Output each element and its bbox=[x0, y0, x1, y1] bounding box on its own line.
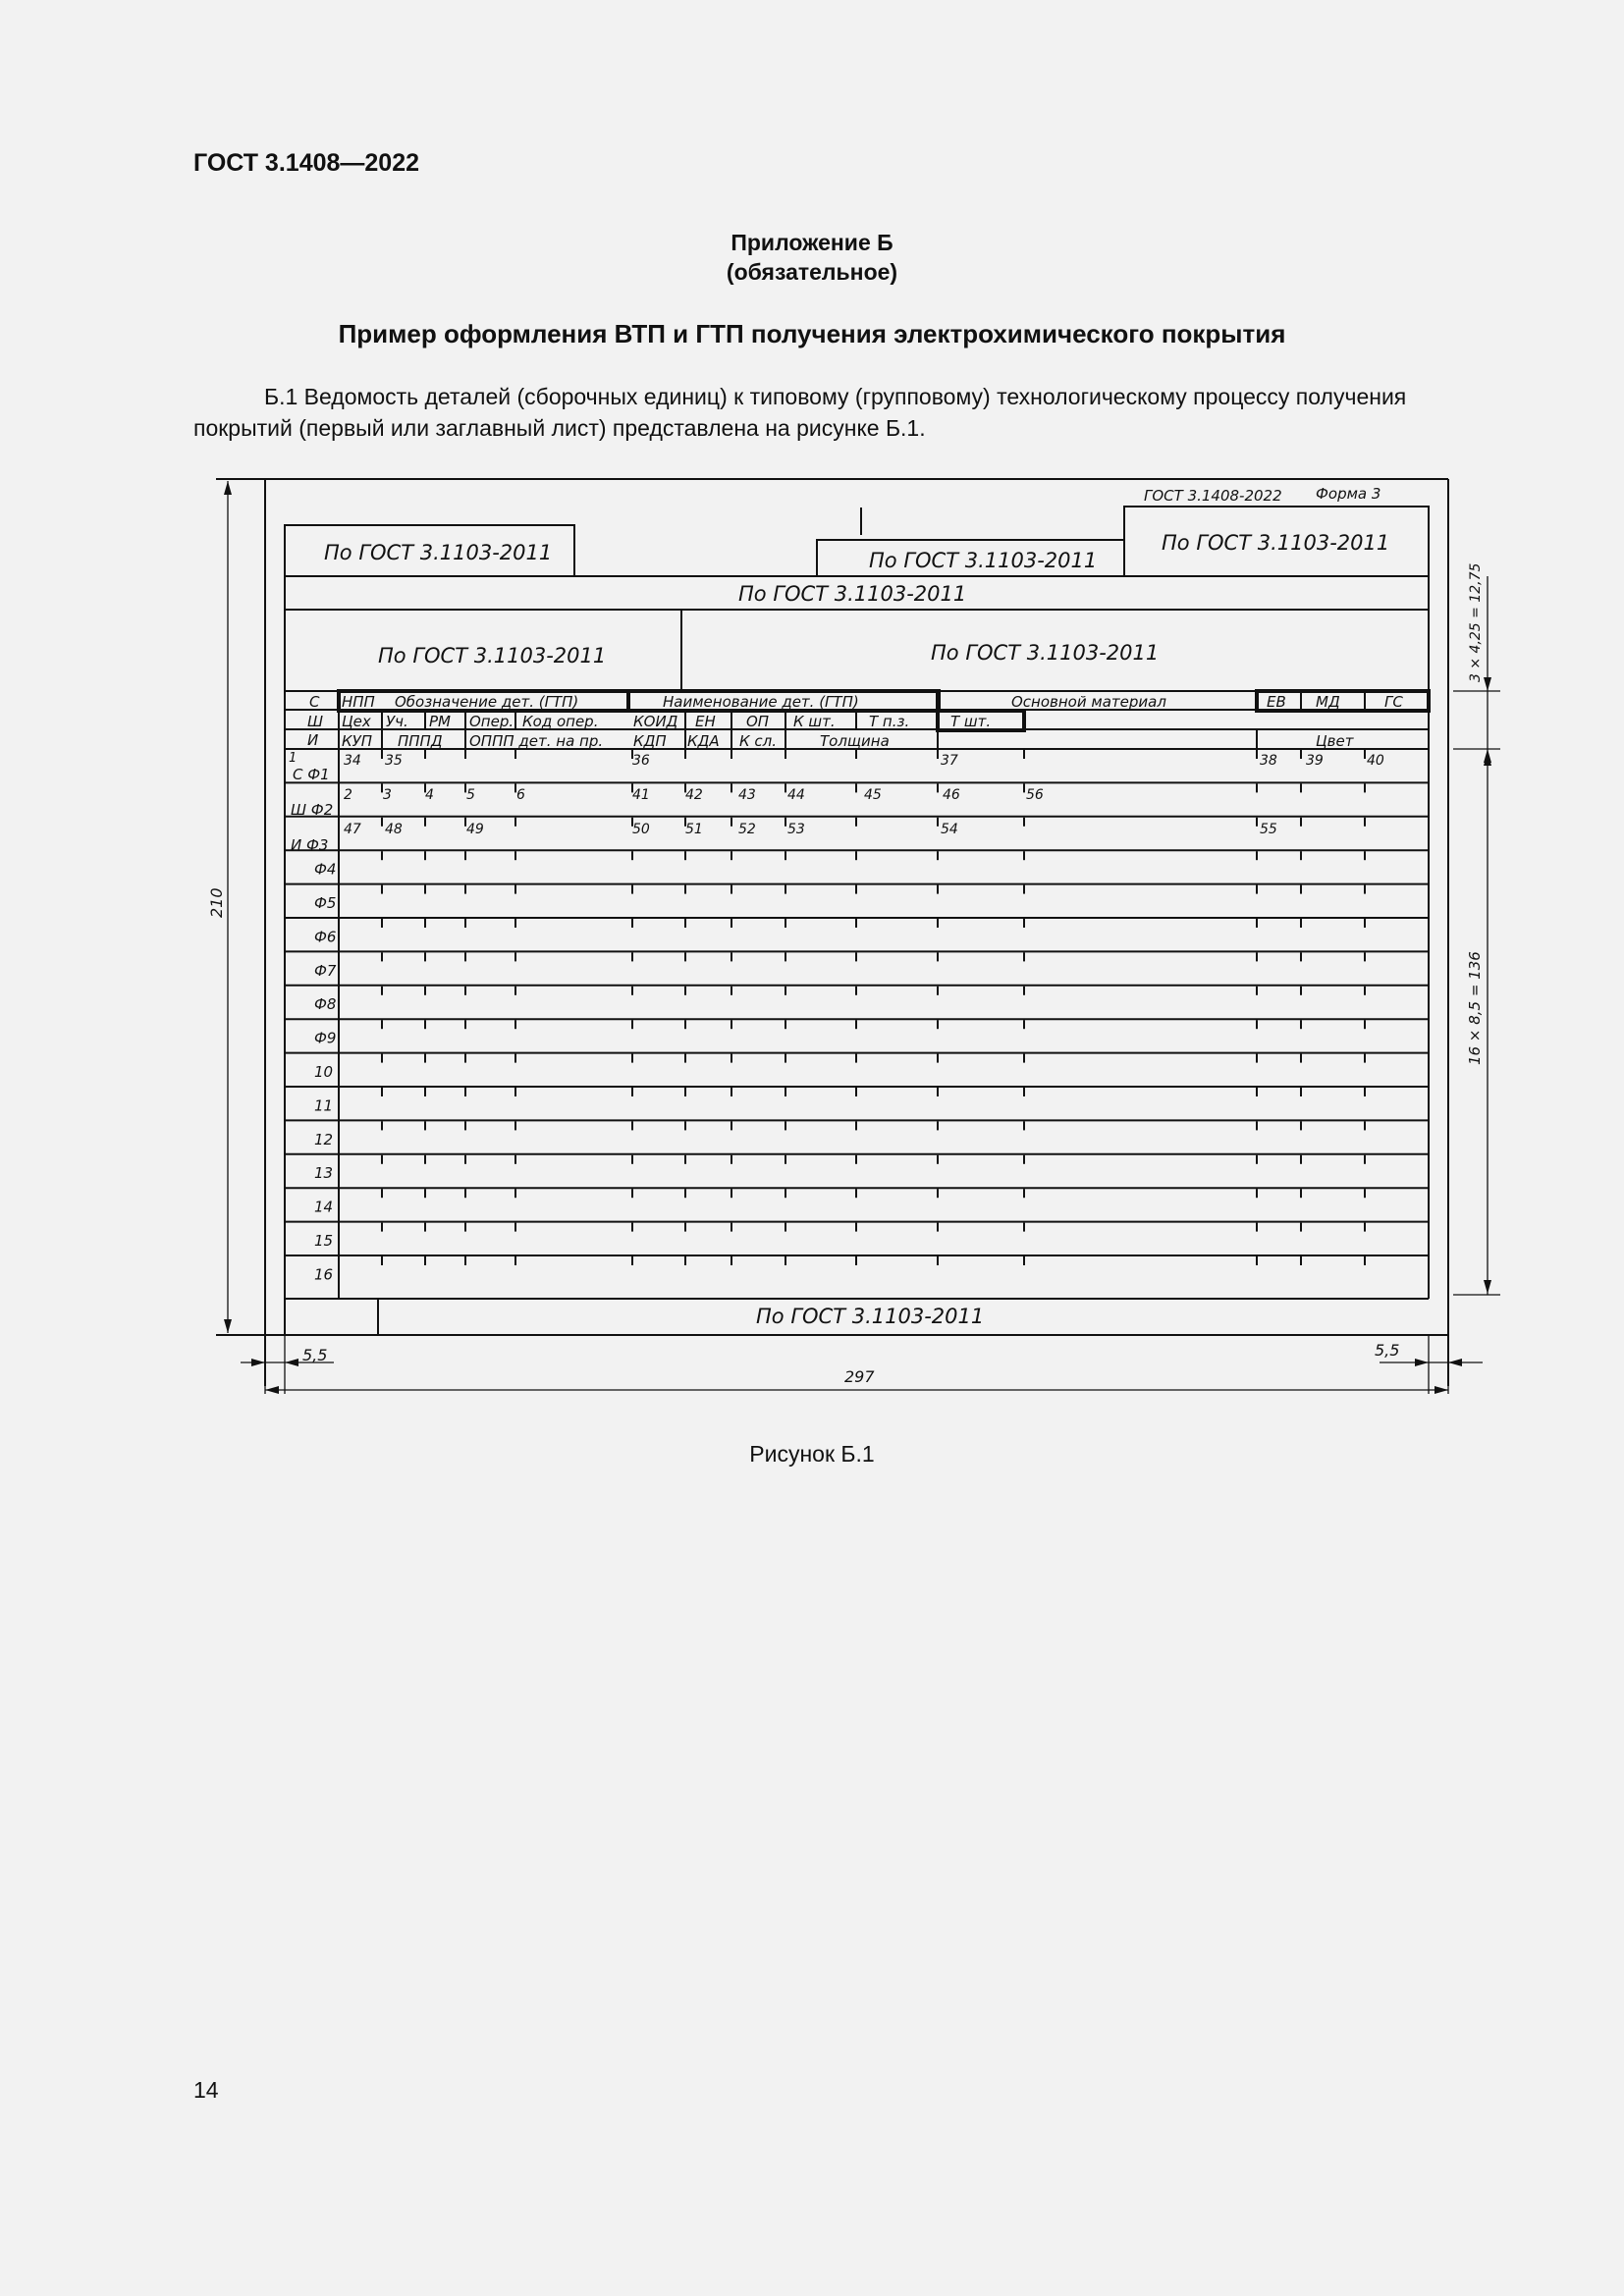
field-code: 47 bbox=[344, 822, 361, 837]
row-marker-a2: Ш bbox=[307, 713, 324, 730]
field-code: 37 bbox=[941, 753, 958, 769]
header-row2-cell: К шт. bbox=[793, 713, 836, 730]
header-row3-cell: К сл. bbox=[739, 732, 778, 750]
dim-margin-left-label: 5,5 bbox=[302, 1346, 328, 1364]
figure-caption: Рисунок Б.1 bbox=[749, 1441, 875, 1467]
header-row3-cell: Толщина bbox=[820, 732, 890, 750]
field-code: 5 bbox=[466, 787, 475, 803]
dimension-lines bbox=[224, 481, 1500, 1394]
row-label: Ф4 bbox=[314, 860, 337, 879]
field-code: 42 bbox=[685, 787, 703, 803]
header-row2-cell: КОИД bbox=[633, 713, 678, 730]
row-label: Ф9 bbox=[314, 1029, 337, 1047]
header-row3-cell: ПППД bbox=[398, 732, 443, 750]
row-marker-1-top: 1 bbox=[289, 751, 298, 766]
row-label: 12 bbox=[314, 1130, 334, 1148]
page-number: 14 bbox=[193, 2077, 219, 2103]
field-code: 38 bbox=[1260, 753, 1277, 769]
ref-block-3: По ГОСТ 3.1103-2011 bbox=[1162, 531, 1390, 555]
field-code: 43 bbox=[738, 787, 756, 803]
header-row1-cell: МД bbox=[1316, 693, 1340, 711]
header-row1-cell: Основной материал bbox=[1011, 693, 1166, 711]
header-row3-cell: Цвет bbox=[1316, 732, 1354, 750]
ref-block-5: По ГОСТ 3.1103-2011 bbox=[378, 644, 607, 667]
field-code: 50 bbox=[632, 822, 650, 837]
header-row2-cell: РМ bbox=[429, 713, 451, 730]
field-code: 36 bbox=[632, 753, 650, 769]
header-row2-cell: Уч. bbox=[386, 713, 408, 730]
field-code: 51 bbox=[685, 822, 703, 837]
header-row1-cell: Обозначение дет. (ГТП) bbox=[395, 693, 579, 711]
header-row1-cell: Наименование дет. (ГТП) bbox=[663, 693, 859, 711]
field-code: 44 bbox=[787, 787, 805, 803]
field-code: 48 bbox=[385, 822, 403, 837]
field-code: 34 bbox=[344, 753, 361, 769]
dim-top-rows-label: 3 × 4,25 = 12,75 bbox=[1468, 562, 1484, 682]
field-code: 3 bbox=[383, 787, 392, 803]
ref-block-4: По ГОСТ 3.1103-2011 bbox=[738, 582, 967, 606]
row-label: Ф5 bbox=[314, 894, 337, 912]
row-marker-1: С Ф1 bbox=[293, 766, 330, 783]
field-code: 4 bbox=[425, 787, 434, 803]
row-marker-a3: И bbox=[307, 731, 319, 749]
form-stamp: ГОСТ 3.1408-2022 bbox=[1144, 487, 1282, 505]
row-label: 10 bbox=[314, 1063, 334, 1081]
row-label: 11 bbox=[314, 1096, 334, 1115]
row-label: 14 bbox=[314, 1198, 334, 1216]
appendix-status: (обязательное) bbox=[726, 259, 898, 285]
field-code: 56 bbox=[1026, 787, 1044, 803]
header-row2-cell: Цех bbox=[342, 713, 371, 730]
header-row3-cell: КДА bbox=[687, 732, 720, 750]
row-label: Ф6 bbox=[314, 928, 337, 946]
field-code: 6 bbox=[516, 787, 525, 803]
dim-height-label: 210 bbox=[207, 887, 226, 918]
field-code: 2 bbox=[344, 787, 352, 803]
header-row2-cell: ЕН bbox=[695, 713, 716, 730]
row-marker-a1: С bbox=[309, 693, 320, 711]
header-row2-cell: Код опер. bbox=[522, 713, 599, 730]
field-code: 49 bbox=[466, 822, 484, 837]
field-code: 40 bbox=[1367, 753, 1384, 769]
dim-margin-right-label: 5,5 bbox=[1375, 1341, 1400, 1360]
ref-block-2: По ГОСТ 3.1103-2011 bbox=[869, 549, 1098, 572]
appendix-title: Приложение Б bbox=[731, 230, 893, 255]
ref-block-7: По ГОСТ 3.1103-2011 bbox=[756, 1305, 985, 1328]
header-row3-cell: КДП bbox=[633, 732, 667, 750]
sheet-frame bbox=[216, 479, 1448, 1386]
table-grid bbox=[285, 691, 1429, 1335]
row-marker-2: Ш Ф2 bbox=[291, 801, 334, 819]
field-code: 54 bbox=[941, 822, 958, 837]
row-label: Ф8 bbox=[314, 995, 337, 1014]
section-title: Пример оформления ВТП и ГТП получения электрохимического покрытия bbox=[338, 319, 1286, 348]
header-row1-cell: ГС bbox=[1384, 693, 1403, 711]
paragraph-text: Б.1 Ведомость деталей (сборочных единиц) к типовому (групповому) технологическому процессу получения покрытий (первый или заглавный лист) представлена на рисунке Б.1. bbox=[193, 384, 1407, 441]
field-code: 53 bbox=[787, 822, 805, 837]
header-row2-cell: Опер. bbox=[469, 713, 514, 730]
field-code: 46 bbox=[943, 787, 960, 803]
dim-body-rows-label: 16 × 8,5 = 136 bbox=[1466, 951, 1484, 1065]
row-label: 16 bbox=[314, 1265, 334, 1284]
header-row2-cell: Т п.з. bbox=[869, 713, 910, 730]
row-label: 15 bbox=[314, 1232, 334, 1250]
header-row3-cell: ОППП дет. на пр. bbox=[469, 732, 604, 750]
ref-block-1: По ГОСТ 3.1103-2011 bbox=[324, 541, 553, 564]
row-marker-3: И Ф3 bbox=[291, 836, 329, 854]
document-header: ГОСТ 3.1408—2022 bbox=[193, 149, 420, 177]
field-code: 41 bbox=[632, 787, 650, 803]
field-code: 45 bbox=[864, 787, 882, 803]
header-row2-cell: Т шт. bbox=[950, 713, 992, 730]
row-label: 13 bbox=[314, 1164, 334, 1183]
field-code: 55 bbox=[1260, 822, 1277, 837]
field-code: 35 bbox=[385, 753, 403, 769]
header-row3-cell: КУП bbox=[342, 732, 373, 750]
field-code: 52 bbox=[738, 822, 756, 837]
ref-block-6: По ГОСТ 3.1103-2011 bbox=[931, 641, 1160, 665]
header-row1-cell: НПП bbox=[342, 693, 375, 711]
dim-width-label: 297 bbox=[844, 1367, 875, 1386]
row-label: Ф7 bbox=[314, 961, 337, 980]
field-code: 39 bbox=[1306, 753, 1324, 769]
header-row1-cell: ЕВ bbox=[1267, 693, 1286, 711]
header-row2-cell: ОП bbox=[746, 713, 770, 730]
form-number: Форма 3 bbox=[1316, 485, 1381, 503]
